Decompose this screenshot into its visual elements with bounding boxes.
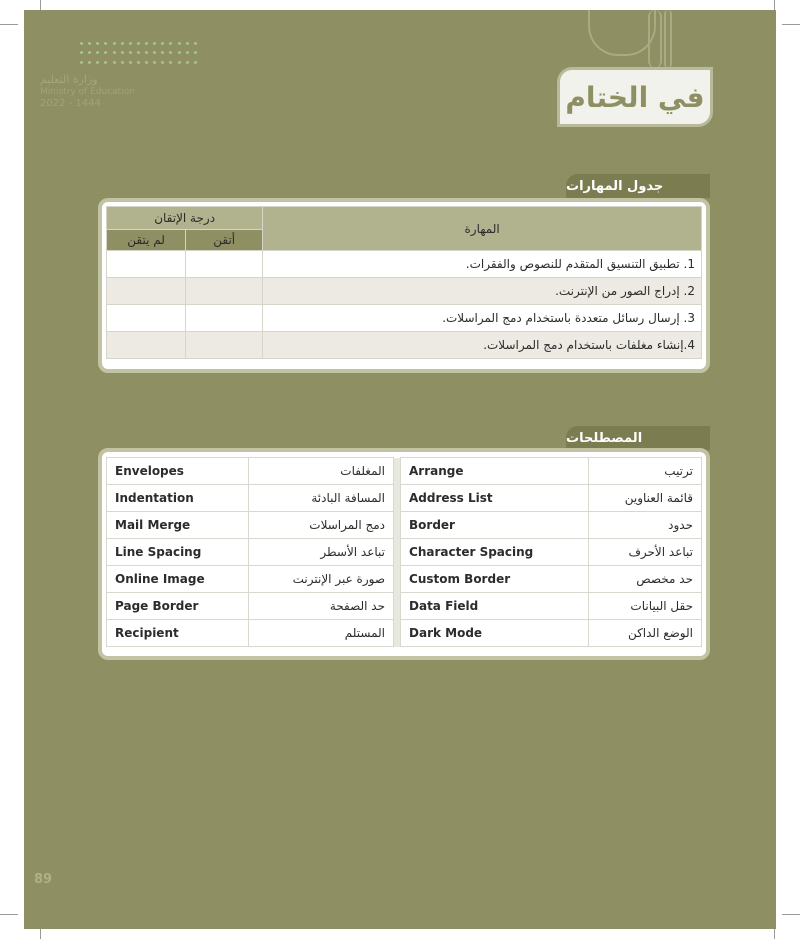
skill-cell: 3. إرسال رسائل متعددة باستخدام دمج المراسلات. xyxy=(263,305,702,332)
term-english: Mail Merge xyxy=(107,512,249,539)
term-arabic: حد الصفحة xyxy=(248,593,393,620)
term-arabic: حدود xyxy=(588,512,701,539)
term-arabic: دمج المراسلات xyxy=(248,512,393,539)
term-arabic: ترتيب xyxy=(588,458,701,485)
term-arabic: حقل البيانات xyxy=(588,593,701,620)
mastery-header: درجة الإتقان xyxy=(107,207,263,230)
term-english: Address List xyxy=(401,485,589,512)
not-mastered-cell[interactable] xyxy=(107,332,186,359)
table-row xyxy=(107,305,702,332)
terms-tab xyxy=(566,426,710,450)
skills-tab xyxy=(566,174,710,198)
column-divider xyxy=(394,539,401,566)
table-row xyxy=(107,278,702,305)
term-arabic: حد مخصص xyxy=(588,566,701,593)
term-english: Envelopes xyxy=(107,458,249,485)
crop-mark xyxy=(0,24,18,25)
term-arabic: تباعد الأحرف xyxy=(588,539,701,566)
mastered-cell[interactable] xyxy=(186,278,263,305)
terms-tab-label: المصطلحات xyxy=(566,430,643,446)
column-divider xyxy=(394,458,401,485)
mastered-cell[interactable] xyxy=(186,332,263,359)
not-mastered-cell[interactable] xyxy=(107,305,186,332)
term-arabic: المسافة البادئة xyxy=(248,485,393,512)
not-mastered-cell[interactable] xyxy=(107,251,186,278)
skills-panel xyxy=(98,198,710,373)
term-english: Indentation xyxy=(107,485,249,512)
mastered-header: أتقن xyxy=(186,230,263,251)
table-row xyxy=(107,485,702,512)
skill-cell: 4.إنشاء مغلفات باستخدام دمج المراسلات. xyxy=(263,332,702,359)
crop-mark xyxy=(0,914,18,915)
term-english: Line Spacing xyxy=(107,539,249,566)
mastered-cell[interactable] xyxy=(186,305,263,332)
table-row xyxy=(107,593,702,620)
not-mastered-cell[interactable] xyxy=(107,278,186,305)
term-english: Arrange xyxy=(401,458,589,485)
section-title-text: في الختام xyxy=(565,80,705,114)
table-row xyxy=(107,620,702,647)
mastered-cell[interactable] xyxy=(186,251,263,278)
crop-mark xyxy=(782,24,800,25)
skill-header: المهارة xyxy=(263,207,702,251)
logo-mark-icon xyxy=(80,42,200,68)
skill-cell: 2. إدراج الصور من الإنترنت. xyxy=(263,278,702,305)
term-english: Border xyxy=(401,512,589,539)
not-mastered-header: لم يتقن xyxy=(107,230,186,251)
skills-table xyxy=(106,206,702,359)
skill-cell: 1. تطبيق التنسيق المتقدم للنصوص والفقرات. xyxy=(263,251,702,278)
page-number: 89 xyxy=(34,872,53,887)
column-divider xyxy=(394,593,401,620)
table-row xyxy=(107,332,702,359)
decoration xyxy=(664,10,672,68)
section-title xyxy=(560,70,710,124)
term-english: Custom Border xyxy=(401,566,589,593)
term-arabic: المستلم xyxy=(248,620,393,647)
term-english: Online Image xyxy=(107,566,249,593)
term-arabic: المغلفات xyxy=(248,458,393,485)
terms-table xyxy=(106,457,702,647)
term-english: Data Field xyxy=(401,593,589,620)
term-arabic: الوضع الداكن xyxy=(588,620,701,647)
skills-tab-label: جدول المهارات xyxy=(566,178,664,194)
term-english: Character Spacing xyxy=(401,539,589,566)
column-divider xyxy=(394,566,401,593)
table-row xyxy=(107,458,702,485)
crop-mark xyxy=(782,914,800,915)
term-english: Recipient xyxy=(107,620,249,647)
ministry-logo xyxy=(40,42,180,142)
logo-year: 2022 - 1444 xyxy=(40,98,101,109)
logo-english-name: Ministry of Education xyxy=(40,87,135,97)
term-english: Page Border xyxy=(107,593,249,620)
term-arabic: تباعد الأسطر xyxy=(248,539,393,566)
column-divider xyxy=(394,620,401,647)
terms-panel xyxy=(98,448,710,660)
table-row xyxy=(107,512,702,539)
table-row xyxy=(107,539,702,566)
column-divider xyxy=(394,512,401,539)
column-divider xyxy=(394,485,401,512)
logo-arabic-name: وزارة التعليم xyxy=(40,73,98,86)
term-arabic: قائمة العناوين xyxy=(588,485,701,512)
term-english: Dark Mode xyxy=(401,620,589,647)
table-row xyxy=(107,251,702,278)
table-row xyxy=(107,566,702,593)
term-arabic: صورة عبر الإنترنت xyxy=(248,566,393,593)
decoration xyxy=(648,10,662,68)
